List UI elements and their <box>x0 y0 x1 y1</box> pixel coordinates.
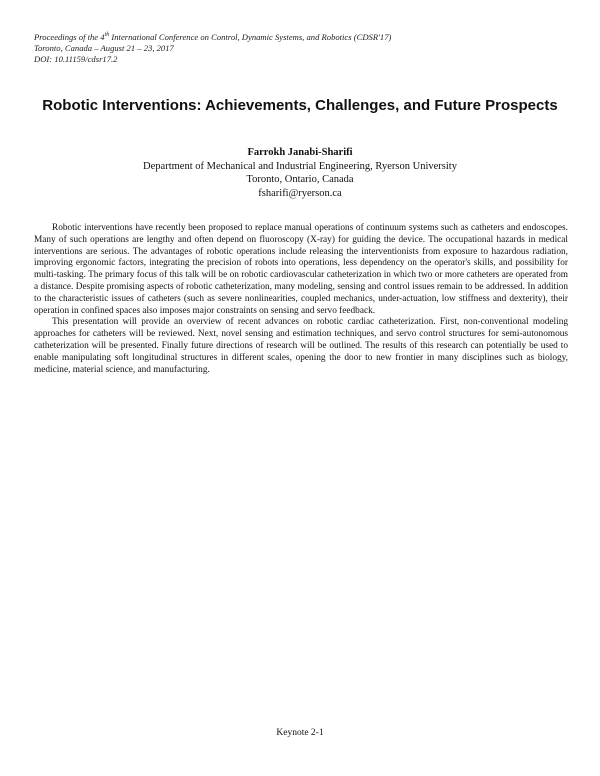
conference-location-date: Toronto, Canada – August 21 – 23, 2017 <box>34 43 174 53</box>
proceedings-prefix: Proceedings of the 4 <box>34 32 105 42</box>
proceedings-suffix: International Conference on Control, Dynamic Systems, and Robotics (CDSR'17) <box>109 32 392 42</box>
proceedings-superscript: th <box>104 32 110 39</box>
paper-title: Robotic Interventions: Achievements, Challenges, and Future Prospects <box>42 97 558 114</box>
author-email: fsharifi@ryerson.ca <box>258 187 342 199</box>
proceedings-header <box>34 32 574 65</box>
abstract-paragraph-1: Robotic interventions have recently been proposed to replace manual operations of continuum systems such as catheters and endoscopes. Many of such operations are lengthy and often depend on fluoroscopy (X-ray) for guiding the device. The occupational hazards in medical interventions are serious. The advantages of robotic operations include releasing the interventionists from exposure to hazardous radiation, improving ergonomic factors, integrating the precision of robots into operations, less dependency on the operator's skills, and possibility for multi-tasking. The primary focus of this talk will be on robotic cardiovascular catheterization in which two or more catheters are operated from a distance. Despite promising aspects of robotic catheterization, many modeling, sensing and control issues remain to be addressed. In addition to the characteristic issues of catheters (such as severe nonlinearities, coupled mechanics, under-actuation, low stiffness and dexterity), their operation in confined spaces also imposes major constraints on sensing and servo feedback. <box>34 223 568 316</box>
proceedings-line <box>34 32 574 43</box>
author-name: Farrokh Janabi-Sharifi <box>247 147 353 158</box>
page-footer-label: Keynote 2-1 <box>276 728 324 738</box>
author-block <box>40 146 560 200</box>
abstract-body <box>34 223 568 376</box>
author-location: Toronto, Ontario, Canada <box>246 174 354 185</box>
author-affiliation: Department of Mechanical and Industrial Engineering, Ryerson University <box>143 160 457 172</box>
abstract-paragraph-2: This presentation will provide an overview of recent advances on robotic cardiac catheterization. First, non-conventional modeling approaches for catheters will be reviewed. Next, novel sensing and estimation techniques, and servo control structures for semi-autonomous catheterization will be presented. Finally future directions of research will be outlined. The results of this research can potentially be used to enable manipulating soft longitudinal structures in different scales, opening the door to new frontier in many disciplines such as biology, medicine, material science, and manufacturing. <box>34 317 568 375</box>
doi-line: DOI: 10.11159/cdsr17.2 <box>34 54 118 64</box>
